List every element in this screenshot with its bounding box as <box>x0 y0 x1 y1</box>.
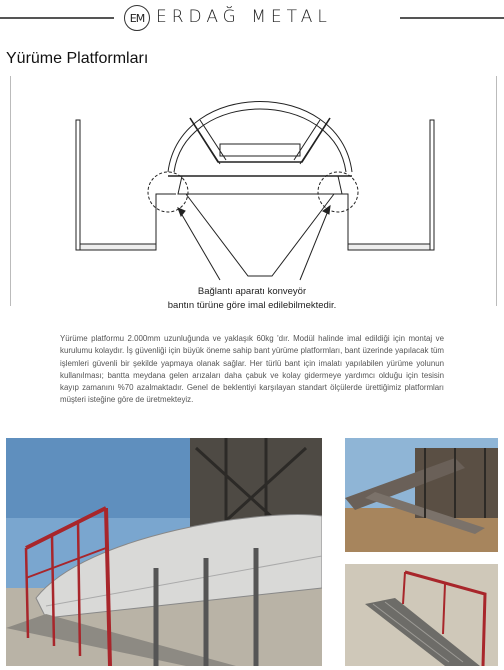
diagram-caption-line1: Bağlantı aparatı konveyör <box>197 286 307 297</box>
right-callout-arrow <box>300 206 330 280</box>
walkway-main-photo <box>6 438 322 666</box>
diagram-caption-line2: bantın türüne göre imal edilebilmektedir. <box>167 300 337 311</box>
logo-wordmark: ERDAĞ METAL <box>156 7 332 27</box>
left-handrail-post <box>76 120 80 250</box>
right-platform-deck <box>348 244 430 250</box>
page-title: Yürüme Platformları <box>6 50 149 67</box>
left-platform-deck <box>80 244 156 250</box>
margin-rule-right <box>496 76 497 306</box>
walkway-deck-photo <box>345 564 498 666</box>
center-idler-roller <box>220 144 300 156</box>
right-idler-roller <box>294 120 326 164</box>
header-rule-left <box>0 17 114 19</box>
conveyor-structure-photo <box>345 438 498 552</box>
header-rule-right <box>400 17 504 19</box>
conveyor-walkway-diagram <box>70 84 450 284</box>
right-bracket <box>328 194 348 250</box>
right-handrail-post <box>430 120 434 250</box>
logo-monogram: EM <box>124 5 150 31</box>
hopper-funnel <box>186 194 334 276</box>
description-paragraph: Yürüme platformu 2.000mm uzunluğunda ve yaklaşık 60kg 'dır. Modül halinde imal edildiği için montaj ve kurulumu kolaydır. İş güvenliği için büyük öneme sahip bant yürüme platformları, bant üzerinde yapılacak tüm işlemleri güvenli bir şekilde yapmaya olanak sağlar. Her türlü bant için imalatı yapılabilen yürüme yolunun kullanılması; bantta meydana gelen arızaları daha çabuk ve kolay gidermeye yardımcı olduğu için tesisin kayıp zamanını %70 azalmaktadır. Genel de beklentiyi karşılayan standart ölçülerde ürettiğimiz platformları müşteri isteğine göre de üretmekteyiz. <box>60 334 444 405</box>
page-header <box>0 0 504 38</box>
left-idler-roller <box>194 120 226 164</box>
left-callout-arrow <box>178 208 220 280</box>
margin-rule-left <box>10 76 11 306</box>
left-bracket <box>156 194 176 250</box>
